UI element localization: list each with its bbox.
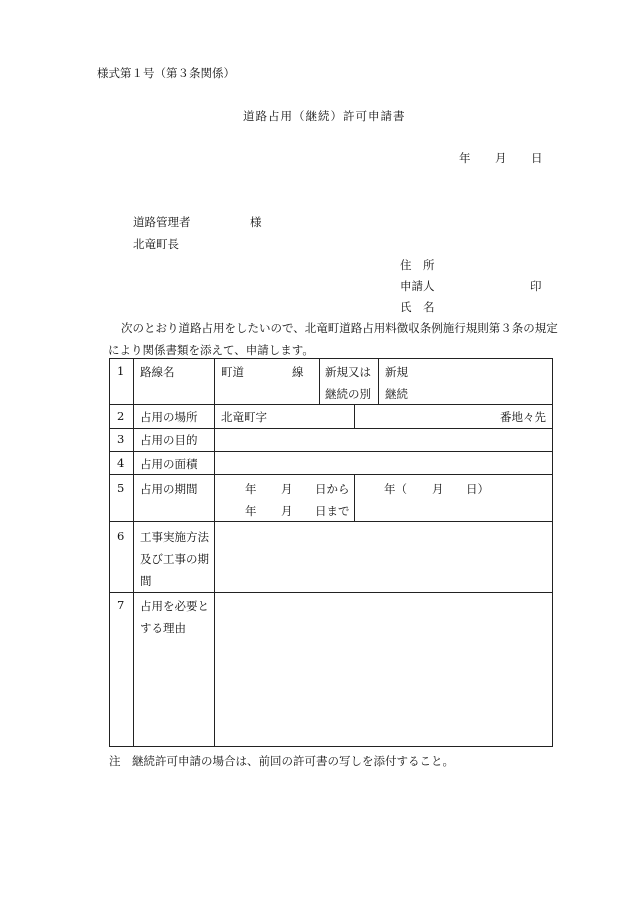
address-label: 住 所	[400, 258, 435, 272]
intro-line1: 次のとおり道路占用をしたいので、北竜町道路占用料徴収条例施行規則第３条の規定	[121, 321, 558, 335]
route-name-label: 路線名	[140, 365, 175, 379]
table-row-divider	[109, 521, 553, 522]
table-row-divider	[109, 428, 553, 429]
table-row-divider	[109, 404, 553, 405]
new-or-renewal-label-2: 継続の別	[325, 387, 371, 401]
table-border-left	[109, 358, 110, 747]
table-col-divider	[133, 358, 134, 747]
duration-month: 月	[432, 482, 444, 496]
period-from-month: 月	[281, 482, 293, 496]
table-col-divider	[354, 474, 355, 522]
occupancy-purpose-label: 占用の目的	[140, 433, 198, 447]
table-row-divider	[109, 451, 553, 452]
footnote: 注 継続許可申請の場合は、前回の許可書の写しを添付すること。	[109, 754, 454, 768]
occupancy-area-label: 占用の面積	[140, 457, 198, 471]
occupancy-period-label: 占用の期間	[140, 482, 198, 496]
period-to-month: 月	[281, 504, 293, 518]
construction-method-label-3: 間	[140, 574, 152, 588]
seal-mark: 印	[530, 279, 542, 293]
form-number: 様式第１号（第３条関係）	[97, 66, 235, 80]
table-border-right	[552, 358, 553, 747]
period-to-day: 日まで	[315, 504, 350, 518]
route-name-town-road: 町道	[221, 365, 244, 379]
row-number: 3	[117, 432, 125, 446]
row-number: 2	[117, 409, 125, 423]
applicant-label: 申請人	[400, 279, 435, 293]
new-or-renewal-label-1: 新規又は	[325, 365, 371, 379]
table-row-divider	[109, 474, 553, 475]
addressee-sama: 様	[250, 215, 262, 229]
route-name-line: 線	[292, 365, 304, 379]
document-title: 道路占用（継続）許可申請書	[243, 109, 406, 123]
addressee-line1: 道路管理者	[133, 215, 191, 229]
row-number: 6	[117, 529, 125, 543]
name-label: 氏 名	[400, 300, 435, 314]
table-col-divider	[378, 358, 379, 405]
table-border-bottom	[109, 746, 553, 747]
construction-method-label-1: 工事実施方法	[140, 530, 209, 544]
duration-year: 年（	[384, 482, 407, 496]
occupancy-reason-label-2: する理由	[140, 621, 186, 635]
location-lot-suffix: 番地々先	[500, 410, 546, 424]
occupancy-reason-label-1: 占用を必要と	[140, 599, 209, 613]
occupancy-location-label: 占用の場所	[140, 410, 198, 424]
table-border-top	[109, 358, 553, 359]
duration-day: 日）	[466, 482, 489, 496]
row-number: 1	[117, 364, 125, 378]
location-town-prefix: 北竜町字	[221, 410, 267, 424]
period-to-year: 年	[245, 504, 257, 518]
option-renewal: 継続	[385, 387, 408, 401]
table-col-divider	[214, 358, 215, 747]
row-number: 5	[117, 481, 125, 495]
row-number: 7	[117, 598, 125, 612]
row-number: 4	[117, 456, 125, 470]
table-row-divider	[109, 592, 553, 593]
construction-method-label-2: 及び工事の期	[140, 552, 209, 566]
intro-line2: により関係書類を添えて、申請します。	[108, 343, 314, 357]
period-from-year: 年	[245, 482, 257, 496]
table-col-divider	[354, 404, 355, 429]
date-year: 年	[459, 151, 471, 165]
period-from-day: 日から	[315, 482, 350, 496]
date-month: 月	[495, 151, 507, 165]
date-day: 日	[531, 151, 543, 165]
addressee-line2: 北竜町長	[133, 237, 179, 251]
table-col-divider	[319, 358, 320, 405]
option-new: 新規	[385, 365, 408, 379]
